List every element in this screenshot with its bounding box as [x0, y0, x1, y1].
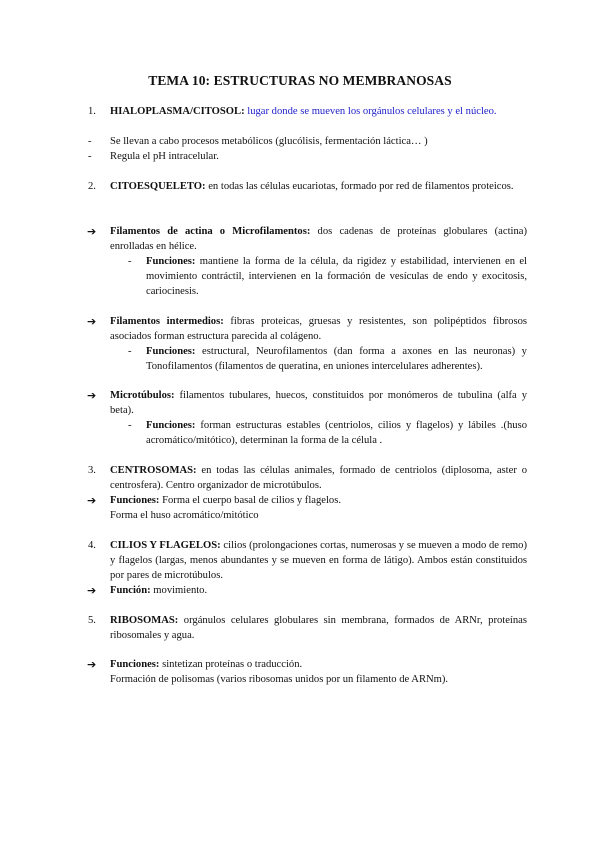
actina-funciones-text: mantiene la forma de la célula, da rigidez y estabilidad, intervienen en el movimiento contráctil, intervienen en la formación de vesículas de endo y exocitosis, cariocinesis. — [146, 256, 527, 297]
section-5-extra: Formación de polisomas (varios ribosomas unidos por un filamento de ARNm). — [110, 674, 449, 685]
section-5-funciones — [110, 657, 527, 672]
section-4-funcion-text: movimiento. — [153, 585, 208, 596]
section-4-paragraph — [110, 538, 527, 583]
intermedios-funciones-label: Funciones: — [146, 346, 196, 357]
section-4-text: cilios (prolongaciones cortas, numerosas y se mueven a modo de remo) y flagelos (largas, menos abundantes y se mueven en forma de látigo). Ambos están constituidos por pares de microtúbulos. — [110, 540, 528, 581]
microtubulos-heading: Microtúbulos: — [110, 390, 175, 401]
section-1-heading: HIALOPLASMA/CITOSOL: — [110, 106, 245, 117]
arrow-right-icon: ➔ — [87, 494, 97, 507]
section-3-funciones — [110, 493, 527, 508]
page-title: TEMA 10: ESTRUCTURAS NO MEMBRANOSAS — [148, 73, 452, 88]
section-1-bullet-2: Regula el pH intracelular. — [110, 151, 219, 162]
bullet-dash: - — [128, 420, 132, 431]
actina-paragraph — [110, 224, 527, 254]
arrow-right-icon: ➔ — [87, 315, 97, 328]
section-2-number: 2. — [88, 181, 96, 192]
section-5-funciones-text: sintetizan proteínas o traducción. — [162, 659, 303, 670]
actina-funciones — [146, 254, 527, 299]
section-3-paragraph — [110, 463, 527, 493]
actina-funciones-label: Funciones: — [146, 256, 196, 267]
intermedios-text: fibras proteicas, gruesas y resistentes, son polipéptidos fibrosos asociados forman estructura parecida al colágeno. — [110, 316, 528, 342]
section-3-extra: Forma el huso acromático/mitótico — [110, 510, 259, 521]
section-2-text: en todas las células eucariotas, formado por red de filamentos proteicos. — [208, 181, 514, 192]
microtubulos-paragraph — [110, 388, 527, 418]
section-4-funcion-label: Función: — [110, 585, 151, 596]
actina-text: dos cadenas de proteínas globulares (actina) enrolladas en hélice. — [110, 226, 527, 252]
microtubulos-funciones-text: forman estructuras estables (centriolos, cilios y flagelos) y lábiles .(huso acromático/mitótico), determinan la forma de la célula . — [146, 420, 527, 446]
microtubulos-funciones-label: Funciones: — [146, 420, 196, 431]
section-3-text: en todas las células animales, formado de centriolos (diplosoma, aster o centrosfera). Centro organizador de microtúbulos. — [110, 465, 527, 491]
arrow-right-icon: ➔ — [87, 389, 97, 402]
arrow-right-icon: ➔ — [87, 584, 97, 597]
section-4-heading: CILIOS Y FLAGELOS: — [110, 540, 221, 551]
section-3-number: 3. — [88, 465, 96, 476]
section-1-number: 1. — [88, 106, 96, 117]
section-3-funciones-label: Funciones: — [110, 495, 160, 506]
intermedios-heading: Filamentos intermedios: — [110, 316, 224, 327]
bullet-dash: - — [128, 346, 132, 357]
section-3-heading: CENTROSOMAS: — [110, 465, 197, 476]
arrow-right-icon: ➔ — [87, 225, 97, 238]
section-1-bullet-1: Se llevan a cabo procesos metabólicos (glucólisis, fermentación láctica… ) — [110, 136, 428, 147]
microtubulos-funciones — [146, 418, 527, 448]
intermedios-funciones — [146, 344, 527, 374]
section-5-paragraph — [110, 613, 527, 643]
section-3-funciones-text: Forma el cuerpo basal de cilios y flagelos. — [162, 495, 341, 506]
bullet-dash: - — [128, 256, 132, 267]
section-5-number: 5. — [88, 615, 96, 626]
intermedios-paragraph — [110, 314, 527, 344]
section-2-paragraph — [110, 179, 527, 194]
section-5-heading: RIBOSOMAS: — [110, 615, 179, 626]
section-5-funciones-label: Funciones: — [110, 659, 160, 670]
section-4-funcion — [110, 583, 527, 598]
bullet-dash: - — [88, 136, 92, 147]
section-4-number: 4. — [88, 540, 96, 551]
actina-heading: Filamentos de actina o Microfilamentos: — [110, 226, 311, 237]
section-1-paragraph — [110, 104, 530, 119]
microtubulos-text: filamentos tubulares, huecos, constituidos por monómeros de tubulina (alfa y beta). — [110, 390, 527, 416]
bullet-dash: - — [88, 151, 92, 162]
section-1-text: lugar donde se mueven los orgánulos celulares y el núcleo. — [247, 106, 497, 117]
arrow-right-icon: ➔ — [87, 658, 97, 671]
intermedios-funciones-text: estructural, Neurofilamentos (dan forma a axones en las neuronas) y Tonofilamentos (filamentos de queratina, en uniones intercelulares adherentes). — [146, 346, 527, 372]
section-5-text: orgánulos celulares globulares sin membrana, formados de ARNr, proteínas ribosomales y agua. — [110, 615, 527, 641]
section-2-heading: CITOESQUELETO: — [110, 181, 206, 192]
